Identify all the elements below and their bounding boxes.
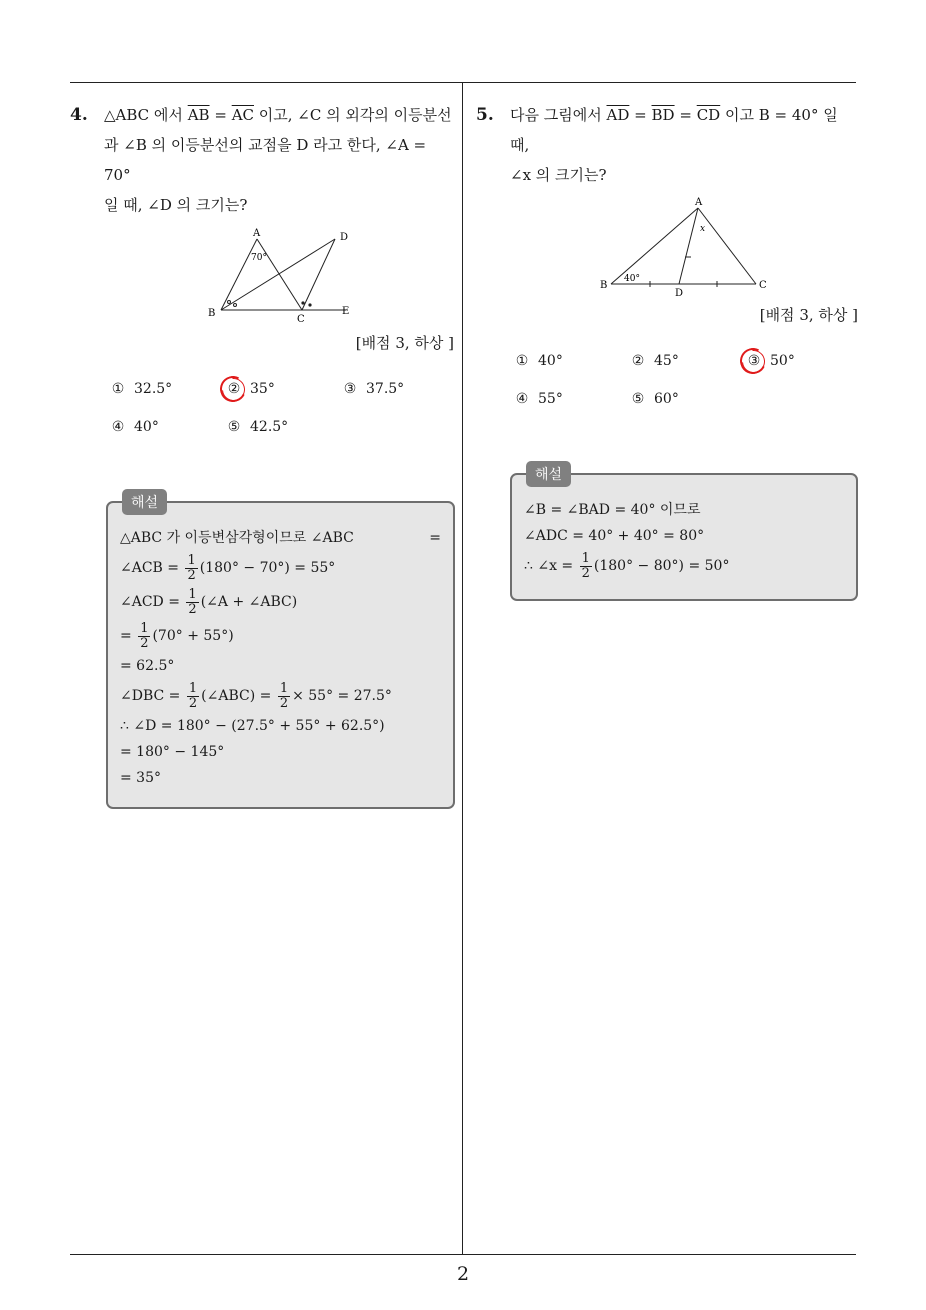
label-x: x: [700, 224, 706, 234]
triangle-figure-q5: [476, 196, 858, 296]
choice-3[interactable]: ③ 37.5°: [343, 381, 405, 397]
choice-2[interactable]: ② 45°: [631, 353, 679, 369]
label-D: D: [340, 232, 349, 243]
question-4: [70, 100, 454, 809]
top-rule: [70, 82, 856, 83]
fraction: $\frac{1}{2}$: [188, 680, 198, 711]
label-A: A: [253, 228, 261, 239]
fraction: $\frac{1}{2}$: [581, 550, 590, 581]
question-number: 5.: [476, 105, 494, 125]
choice-1[interactable]: ① 32.5°: [111, 381, 173, 397]
answer-choices: [110, 377, 454, 439]
choice-4[interactable]: ④ 40°: [111, 419, 159, 435]
label-B: B: [600, 280, 608, 291]
choice-3[interactable]: ③ 50°: [746, 349, 862, 373]
angle-label: 70°: [251, 253, 267, 263]
solution-box: 해설 ∠B = ∠BAD = 40° 이므로 ∠ADC = 40° + 40° = 80° ∴ ∠x = $\frac{1}{2}$ (180° − 80°) = 50°: [510, 473, 858, 601]
question-5-stem: [476, 100, 858, 190]
label-angle: 40°: [624, 274, 640, 284]
label-E: E: [342, 306, 350, 317]
label-B: B: [208, 308, 216, 319]
choice-5[interactable]: ⑤ 42.5°: [227, 419, 289, 435]
label-D: D: [675, 288, 684, 296]
question-number: 4.: [70, 105, 88, 125]
fraction: $\frac{1}{2}$: [188, 586, 197, 617]
choice-5[interactable]: ⑤ 60°: [631, 391, 679, 407]
label-C: C: [297, 314, 305, 325]
choice-4[interactable]: ④ 55°: [515, 391, 563, 407]
choice-1[interactable]: ① 40°: [515, 353, 563, 369]
score-label: [배점 3, 하상 ]: [355, 334, 454, 352]
solution-tag: 해설: [526, 461, 571, 487]
solution-box: 해설 △ABC 가 이등변삼각형이므로 ∠ABC = ∠ACB = $\frac{1}{2}$ (180° − 70°) = 55° ∠ACD = $\frac{1}{2}$ (∠A + ∠ABC) = $\frac{1}{2}$ (70° + 55°) = 62.5° ∠DBC = $\frac{1}{2}$ (∠ABC) = $\frac{1}{2}$ × 55° = 27.5° ∴ ∠D = 180° − (27.5° + 55° + 62.5°) = 180° − 145° = 35°: [106, 501, 455, 809]
fraction: $\frac{1}{2}$: [140, 620, 149, 651]
label-A: A: [695, 197, 703, 208]
fraction: $\frac{1}{2}$: [187, 552, 196, 583]
question-text: △ABC 에서 $\overline{AB} = \overline{AC}$ 이고, ∠C 의 외각의 이등분선 과 ∠B 의 이등분선의 교점을 D 라고 한다, ∠A = 70° 일 때, ∠D 의 크기는?: [104, 106, 452, 214]
solution-tag: 해설: [122, 489, 167, 515]
triangle-figure-q4: [70, 226, 454, 326]
bottom-rule: [70, 1254, 856, 1255]
question-4-stem: [70, 100, 454, 220]
answer-choices: [514, 349, 858, 411]
question-text: 다음 그림에서 $\overline{AD} = \overline{BD} = \overline{CD}$ 이고 B = 40° 일 때, ∠x 의 크기는?: [510, 106, 838, 184]
page-number: 2: [456, 1263, 470, 1285]
fraction: $\frac{1}{2}$: [279, 680, 289, 711]
choice-2[interactable]: ② 35°: [226, 377, 342, 401]
question-5: [476, 100, 858, 601]
label-C: C: [759, 280, 767, 291]
score-label: [배점 3, 하상 ]: [759, 306, 858, 324]
column-divider: [462, 82, 463, 1255]
